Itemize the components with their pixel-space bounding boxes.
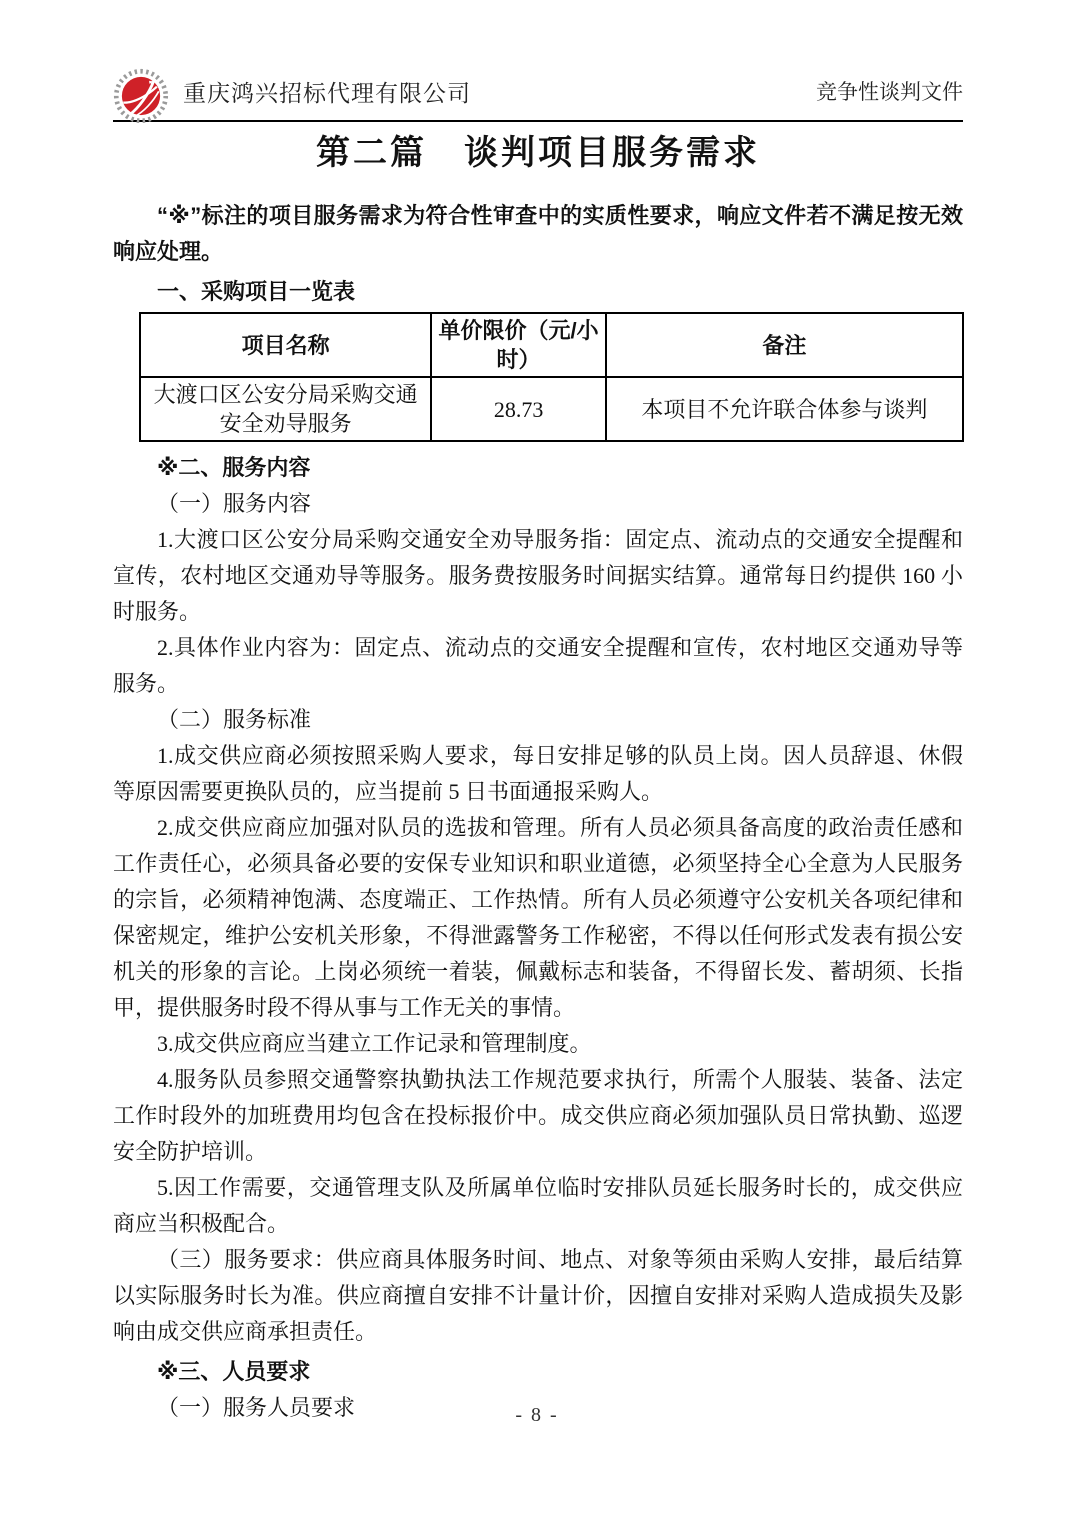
paragraph-standard-2: 2.成交供应商应加强对队员的选拔和管理。所有人员必须具备高度的政治责任感和工作责任心，必须具备必要的安保专业知识和职业道德，必须坚持全心全意为人民服务的宗旨，必须精神饱满、态度端正、工作热情。所有人员必须遵守公安机关各项纪律和保密规定，维护公安机关形象，不得泄露警务工作秘密，不得以任何形式发表有损公安机关的形象的言论。上岗必须统一着装，佩戴标志和装备，不得留长发、蓄胡须、长指甲，提供服务时段不得从事与工作无关的事情。 (113, 815, 963, 1020)
table-header-row (140, 313, 963, 377)
table-cell-project-name: 大渡口区公安分局采购交通安全劝导服务 (140, 377, 431, 441)
company-name: 重庆鸿兴招标代理有限公司 (183, 80, 471, 106)
page-number: - 8 - (515, 1404, 559, 1426)
table-cell-unit-price: 28.73 (431, 377, 605, 441)
intro-paragraph: “※”标注的项目服务需求为符合性审查中的实质性要求，响应文件若不满足按无效响应处理。 (113, 203, 963, 264)
page-title: 第二篇 谈判项目服务需求 (316, 134, 760, 172)
page-header (113, 0, 963, 122)
table-header-remarks: 备注 (606, 313, 963, 377)
subheading-service-content: （一）服务内容 (157, 491, 312, 516)
paragraph-service-requirement: （三）服务要求：供应商具体服务时间、地点、对象等须由采购人安排，最后结算以实际服务时长为准。供应商擅自安排不计量计价，因擅自安排对采购人造成损失及影响由成交供应商承担责任。 (113, 1247, 963, 1344)
paragraph-standard-5: 5.因工作需要，交通管理支队及所属单位临时安排队员延长服务时长的，成交供应商应当积极配合。 (113, 1175, 963, 1236)
table-header-unit-price-limit: 单价限价（元/小时） (431, 313, 605, 377)
table-header-project-name: 项目名称 (140, 313, 431, 377)
section-heading-personnel: ※三、人员要求 (157, 1359, 311, 1384)
procurement-table (139, 312, 964, 442)
subheading-service-standard: （二）服务标准 (157, 707, 312, 732)
company-seal-icon (113, 68, 169, 124)
subheading-personnel-requirement: （一）服务人员要求 (157, 1395, 356, 1420)
paragraph-standard-3: 3.成交供应商应当建立工作记录和管理制度。 (157, 1031, 592, 1056)
paragraph-standard-4: 4.服务队员参照交通警察执勤执法工作规范要求执行，所需个人服装、装备、法定工作时段外的加班费用均包含在投标报价中。成交供应商必须加强队员日常执勤、巡逻安全防护培训。 (113, 1067, 963, 1164)
table-cell-remarks: 本项目不允许联合体参与谈判 (606, 377, 963, 441)
table-row (140, 377, 963, 441)
paragraph-service-definition: 1.大渡口区公安分局采购交通安全劝导服务指：固定点、流动点的交通安全提醒和宣传，农村地区交通劝导等服务。服务费按服务时间据实结算。通常每日约提供 160 小时服务。 (113, 527, 963, 624)
section-heading-service-content: ※二、服务内容 (157, 455, 311, 480)
document-type-label: 竞争性谈判文件 (816, 80, 963, 104)
paragraph-standard-1: 1.成交供应商必须按照采购人要求，每日安排足够的队员上岗。因人员辞退、休假等原因需要更换队员的，应当提前 5 日书面通报采购人。 (113, 743, 963, 804)
section-heading-procurement-list: 一、采购项目一览表 (157, 279, 356, 304)
paragraph-work-content: 2.具体作业内容为：固定点、流动点的交通安全提醒和宣传，农村地区交通劝导等服务。 (113, 635, 963, 696)
